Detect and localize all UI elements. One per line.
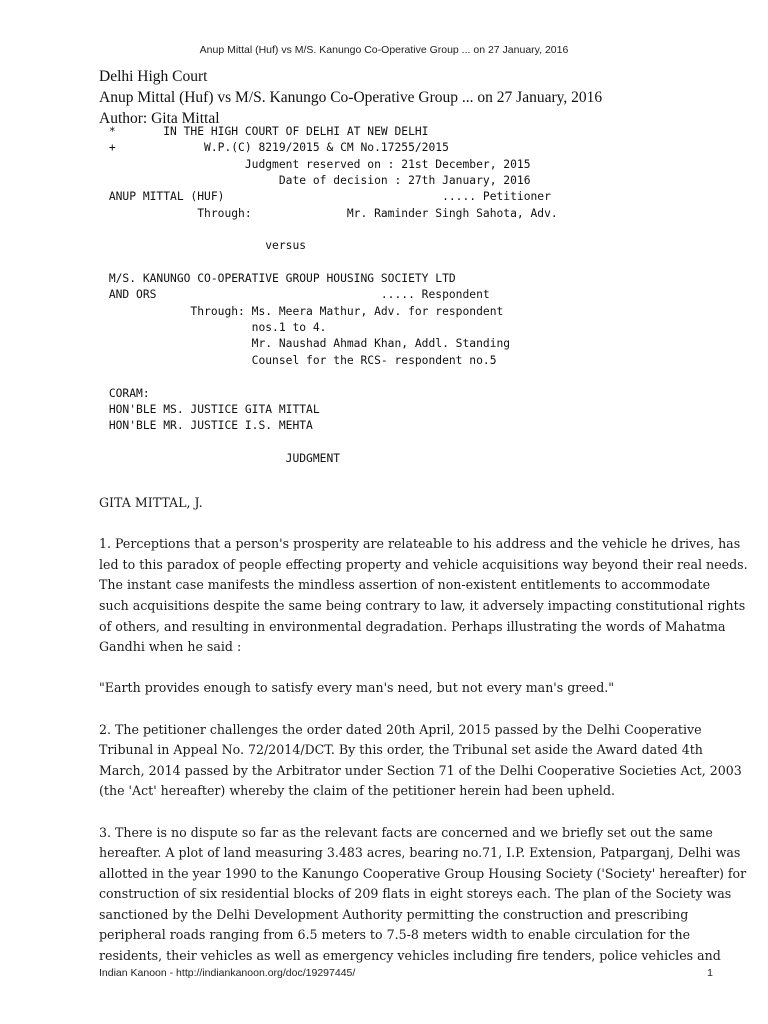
- caption-line: [0, 222, 768, 238]
- footer-source-link[interactable]: Indian Kanoon - http://indiankanoon.org/doc/19297445/: [99, 967, 356, 979]
- caption-line: JUDGMENT: [0, 451, 341, 465]
- court-name: Delhi High Court: [99, 68, 208, 85]
- paragraph-line: residents, their vehicles as well as emergency vehicles including fire tenders, police vehicles and: [99, 948, 721, 964]
- paragraph-line: such acquisitions despite the same being contrary to law, it adversely impacting constitutional rights: [99, 597, 746, 613]
- case-caption: [0, 124, 768, 467]
- caption-line: [0, 369, 768, 385]
- page-header: Anup Mittal (Huf) vs M/S. Kanungo Co-Operative Group ... on 27 January, 2016: [199, 44, 569, 56]
- caption-line: ANUP MITTAL (HUF) ..... Petitioner: [0, 190, 551, 204]
- paragraph-line: Gandhi when he said :: [99, 639, 242, 655]
- paragraph-line: Tribunal in Appeal No. 72/2014/DCT. By this order, the Tribunal set aside the Award dated 4th: [99, 742, 703, 758]
- caption-line: versus: [0, 239, 307, 253]
- case-title: Anup Mittal (Huf) vs M/S. Kanungo Co-Operative Group ... on 27 January, 2016: [99, 89, 603, 106]
- caption-line: HON'BLE MR. JUSTICE I.S. MEHTA: [0, 419, 313, 433]
- caption-line: AND ORS ..... Respondent: [0, 288, 490, 302]
- paragraph-line: peripheral roads ranging from 6.5 meters to 7.5-8 meters width to enable circulation for the: [99, 927, 691, 943]
- caption-line: Mr. Naushad Ahmad Khan, Addl. Standing: [0, 337, 511, 351]
- caption-line: nos.1 to 4.: [0, 321, 327, 335]
- paragraph-line: The instant case manifests the mindless assertion of non-existent entitlements to accommodate: [99, 577, 711, 593]
- paragraph-line: allotted in the year 1990 to the Kanungo Cooperative Group Housing Society ('Society' hereafter) for: [99, 865, 747, 881]
- caption-line: M/S. KANUNGO CO-OPERATIVE GROUP HOUSING SOCIETY LTD: [0, 272, 456, 286]
- caption-line: [0, 435, 768, 451]
- page-number: 1: [707, 967, 713, 979]
- caption-line: HON'BLE MS. JUSTICE GITA MITTAL: [0, 402, 320, 416]
- judge-name: GITA MITTAL, J.: [99, 495, 203, 510]
- document-meta: [99, 66, 602, 129]
- caption-line: [0, 255, 768, 271]
- caption-line: Judgment reserved on : 21st December, 2015: [0, 157, 531, 171]
- caption-line: + W.P.(C) 8219/2015 & CM No.17255/2015: [0, 141, 449, 155]
- paragraph-line: sanctioned by the Delhi Development Authority permitting the construction and prescribing: [99, 906, 689, 922]
- paragraph-2: [99, 720, 742, 802]
- caption-line: Through: Ms. Meera Mathur, Adv. for respondent: [0, 304, 504, 318]
- caption-line: Date of decision : 27th January, 2016: [0, 174, 531, 188]
- paragraph-1: [99, 534, 748, 658]
- paragraph-line: 3. There is no dispute so far as the relevant facts are concerned and we briefly set out the same: [99, 824, 713, 840]
- author-line: Author: Gita Mittal: [99, 110, 220, 127]
- caption-line: Through: Mr. Raminder Singh Sahota, Adv.: [0, 206, 558, 220]
- paragraph-line: led to this paradox of people effecting property and vehicle acquisitions way beyond their real needs.: [99, 556, 748, 572]
- paragraph-line: 2. The petitioner challenges the order dated 20th April, 2015 passed by the Delhi Cooperative: [99, 721, 702, 737]
- paragraph-line: hereafter. A plot of land measuring 3.483 acres, bearing no.71, I.P. Extension, Patparganj, Delhi was: [99, 845, 741, 861]
- paragraph-line: March, 2014 passed by the Arbitrator under Section 71 of the Delhi Cooperative Societies Act, 2003: [99, 762, 742, 778]
- caption-line: * IN THE HIGH COURT OF DELHI AT NEW DELHI: [0, 125, 429, 138]
- caption-line: CORAM:: [0, 386, 150, 400]
- paragraph-line: 1. Perceptions that a person's prosperity are relateable to his address and the vehicle he drives, has: [99, 536, 741, 552]
- caption-line: Counsel for the RCS- respondent no.5: [0, 353, 497, 367]
- paragraph-3: [99, 823, 747, 967]
- paragraph-line: (the 'Act' hereafter) whereby the claim of the petitioner herein had been upheld.: [99, 783, 616, 799]
- paragraph-line: construction of six residential blocks of 209 flats in eight storeys each. The plan of the Society was: [99, 886, 732, 902]
- gandhi-quote: "Earth provides enough to satisfy every man's need, but not every man's greed.": [99, 680, 615, 696]
- judgment-body: [99, 493, 748, 967]
- paragraph-line: of others, and resulting in environmental degradation. Perhaps illustrating the words of Mahatma: [99, 618, 726, 634]
